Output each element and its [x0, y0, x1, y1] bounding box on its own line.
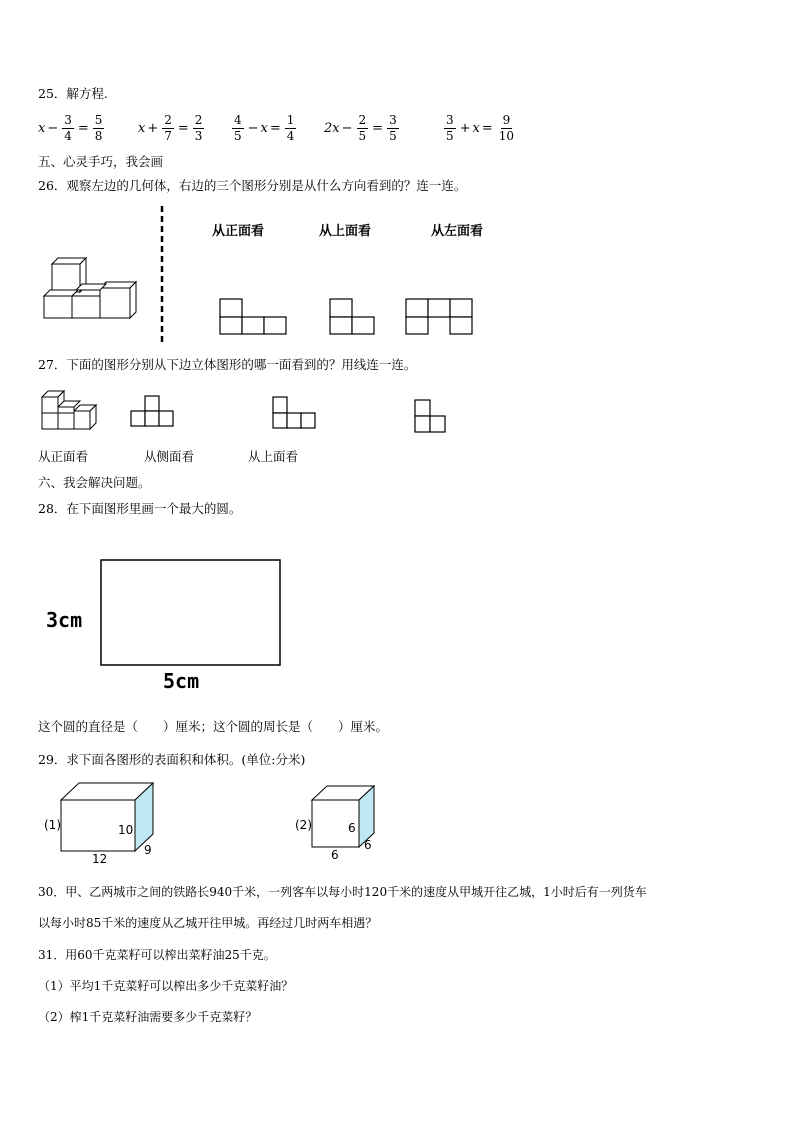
- section-5-heading: 五、心灵手巧，我会画: [38, 154, 164, 169]
- q27-title: 27．下面的图形分别从下边立体图形的哪一面看到的？用线连一连。: [38, 357, 417, 372]
- q26-view-shape-2: [329, 298, 377, 336]
- q28-height-label: 3cm: [46, 608, 83, 632]
- q26-dashed-divider: [160, 206, 164, 346]
- q30-line-1: 30．甲、乙两城市之间的铁路长940千米，一列客车以每小时120千米的速度从甲城开往乙城，1小时后有一列货车: [38, 885, 647, 899]
- equation-1: x − $\frac{3}{4}$ = $\frac{5}{8}$: [38, 112, 103, 143]
- equation-4: 2x − $\frac{2}{5}$ = $\frac{3}{5}$: [324, 112, 397, 143]
- q27-view-shape-2: [272, 396, 320, 430]
- q27-label-front: 从正面看: [38, 449, 89, 464]
- q27-view-shape-3: [414, 399, 448, 435]
- section-6-heading: 六、我会解决问题。: [38, 475, 151, 490]
- q29-title: 29．求下面各图形的表面积和体积。(单位:分米): [38, 752, 306, 767]
- q26-view-left-label: 从左面看: [431, 224, 484, 239]
- q29-fig1-label: (1): [44, 818, 61, 832]
- q29-fig2-length: 6: [331, 848, 339, 862]
- q28-rectangle: [100, 559, 282, 667]
- q26-solid-figure: [40, 258, 150, 323]
- q26-view-shape-3: [405, 298, 475, 336]
- q31-title: 31．用60千克菜籽可以榨出菜籽油25千克。: [38, 948, 276, 962]
- q29-fig1-length: 12: [92, 852, 108, 866]
- q31-sub-1: （1）平均1千克菜籽可以榨出多少千克菜籽油？: [38, 979, 294, 993]
- q31-sub-2: （2）榨1千克菜籽油需要多少千克菜籽？: [38, 1010, 258, 1024]
- q27-label-top: 从上面看: [248, 449, 299, 464]
- q29-fig2-width: 6: [364, 838, 372, 852]
- q28-width-label: 5cm: [163, 669, 200, 693]
- q26-view-shape-1: [219, 298, 289, 336]
- q26-view-front-label: 从正面看: [212, 224, 265, 239]
- q26-title: 26．观察左边的几何体，右边的三个图形分别是从什么方向看到的？连一连。: [38, 178, 467, 193]
- equation-3: $\frac{4}{5}$ − x = $\frac{1}{4}$: [234, 112, 295, 143]
- q29-fig1-width: 9: [144, 843, 152, 857]
- q28-title: 28．在下面图形里画一个最大的圆。: [38, 501, 242, 516]
- q29-fig2-height: 6: [348, 821, 356, 835]
- q27-solid-figure: [40, 389, 100, 431]
- q27-view-shape-1: [130, 395, 178, 429]
- q25-title: 25．解方程.: [38, 86, 108, 101]
- equation-5: $\frac{3}{5}$ + x = $\frac{9}{10}$: [446, 112, 515, 143]
- q27-label-side: 从侧面看: [144, 449, 195, 464]
- equation-2: x + $\frac{2}{7}$ = $\frac{2}{3}$: [138, 112, 203, 143]
- q30-line-2: 以每小时85千米的速度从乙城开往甲城。再经过几时两车相遇？: [38, 916, 378, 930]
- q29-fig1-height: 10: [118, 823, 134, 837]
- q29-fig2-label: (2): [295, 818, 312, 832]
- q28-answer-line: 这个圆的直径是（ ）厘米；这个圆的周长是（ ）厘米。: [38, 719, 389, 734]
- q26-view-top-label: 从上面看: [319, 224, 372, 239]
- q29-cuboid-1: [60, 782, 156, 854]
